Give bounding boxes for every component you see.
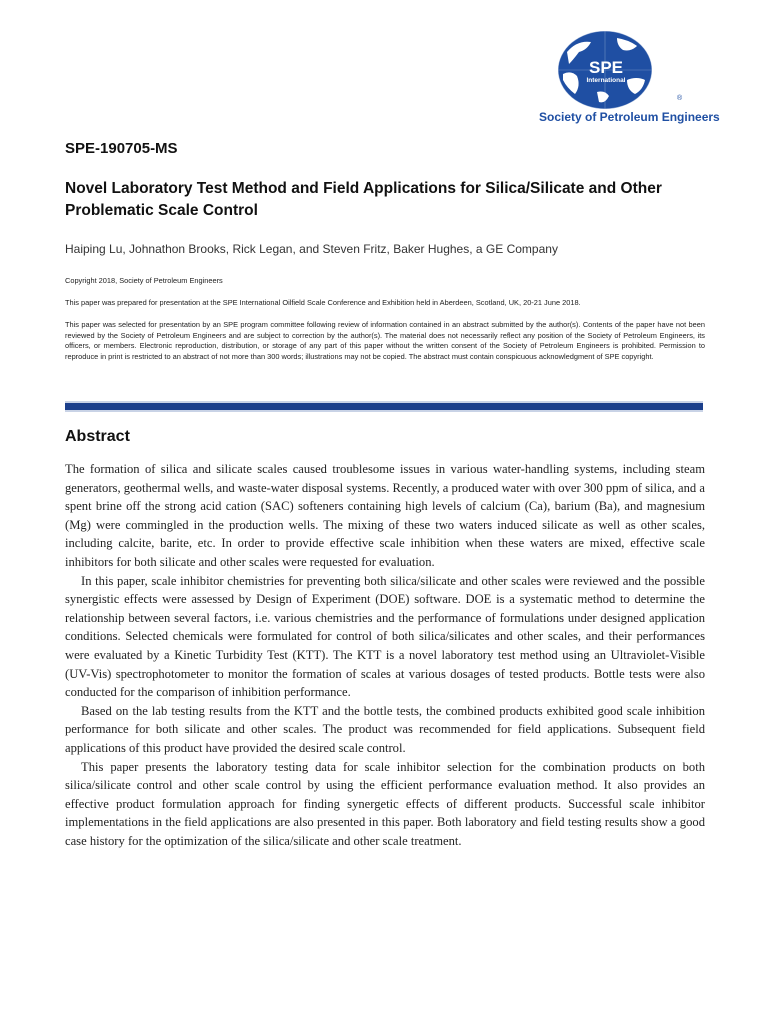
- logo-main-text: SPE: [588, 58, 624, 77]
- paper-number: SPE-190705-MS: [65, 140, 178, 157]
- logo-sub-text: International: [586, 77, 626, 84]
- abstract-body: [65, 460, 705, 850]
- abstract-paragraph: Based on the lab testing results from the KTT and the bottle tests, the combined products exhibited good scale inhibition performance for both silicate and other scales. The product was recommended for field applications. Subsequent field applications of this product have provided the desired scale control.: [65, 703, 705, 755]
- selection-disclaimer: This paper was selected for presentation by an SPE program committee following review of information contained in an abstract submitted by the author(s). Contents of the paper have not been reviewed by the Society of Petroleum Engineers and are subject to correction by the author(s). The material does not necessarily reflect any position of the Society of Petroleum Engineers, its officers, or members. Electronic reproduction, distribution, or storage of any part of this paper without the written consent of the Society of Petroleum Engineers is prohibited. Permission to reproduce in print is restricted to an abstract of not more than 300 words; illustrations may not be copied. The abstract must contain conspicuous acknowledgment of SPE copyright.: [65, 320, 705, 361]
- registered-mark: ®: [677, 95, 683, 102]
- section-divider: [65, 401, 703, 412]
- spe-logo: [535, 30, 720, 125]
- globe-icon: [557, 30, 653, 110]
- presentation-note: This paper was prepared for presentation at the SPE International Oilfield Scale Conference and Exhibition held in Aberdeen, Scotland, UK, 20-21 June 2018.: [65, 298, 581, 307]
- abstract-paragraph: In this paper, scale inhibitor chemistries for preventing both silica/silicate and other scales were reviewed and the possible synergistic effects were assessed by Design of Experiment (DOE) software. DOE is a systematic method to determine the relationship between several factors, i.e. various chemistries and the performance of formulations under designed application conditions. Selected chemicals were formulated for control of both silica/silicates and other scales, and their performances were evaluated by a Kinetic Turbidity Test (KTT). The KTT is a novel laboratory test method using an Ultraviolet-Visible (UV-Vis) spectrophotometer to monitor the formation of scales at various dosages of tested products. Bottle tests were also conducted for the comparison of inhibition performance.: [65, 573, 705, 700]
- abstract-paragraph: The formation of silica and silicate scales caused troublesome issues in various water-handling systems, including steam generators, geothermal wells, and waste-water disposal systems. Recently, a produced water with over 300 ppm of silica, and a spent brine off the strong acid cation (SAC) softeners containing high levels of calcium (Ca), barium (Ba), and magnesium (Mg) were commingled in the production wells. The mixing of these two waters induced silicate as well as other scales, including calcite, barite, etc. In order to provide effective scale inhibition when these waters are mixed, effective scale inhibitors for both silicate and other scales were requested for evaluation.: [65, 462, 705, 569]
- abstract-paragraph: This paper presents the laboratory testing data for scale inhibitor selection for the combination products on both silica/silicate control and other scale control by using the efficient performance evaluation method. It also provides an effective product formulation approach for finding synergetic effects of different products. Successful scale inhibitor implementations in the field applications are also presented in this paper. Both laboratory and field testing results show a good case history for the optimization of the silica/silicate and other scale treatment.: [65, 759, 705, 848]
- abstract-heading: Abstract: [65, 428, 130, 445]
- organization-name: Society of Petroleum Engineers: [539, 110, 720, 124]
- copyright-notice: Copyright 2018, Society of Petroleum Engineers: [65, 276, 223, 285]
- author-list: Haiping Lu, Johnathon Brooks, Rick Legan, and Steven Fritz, Baker Hughes, a GE Company: [65, 242, 558, 256]
- paper-title: Novel Laboratory Test Method and Field Applications for Silica/Silicate and Other Problematic Scale Control: [65, 180, 662, 219]
